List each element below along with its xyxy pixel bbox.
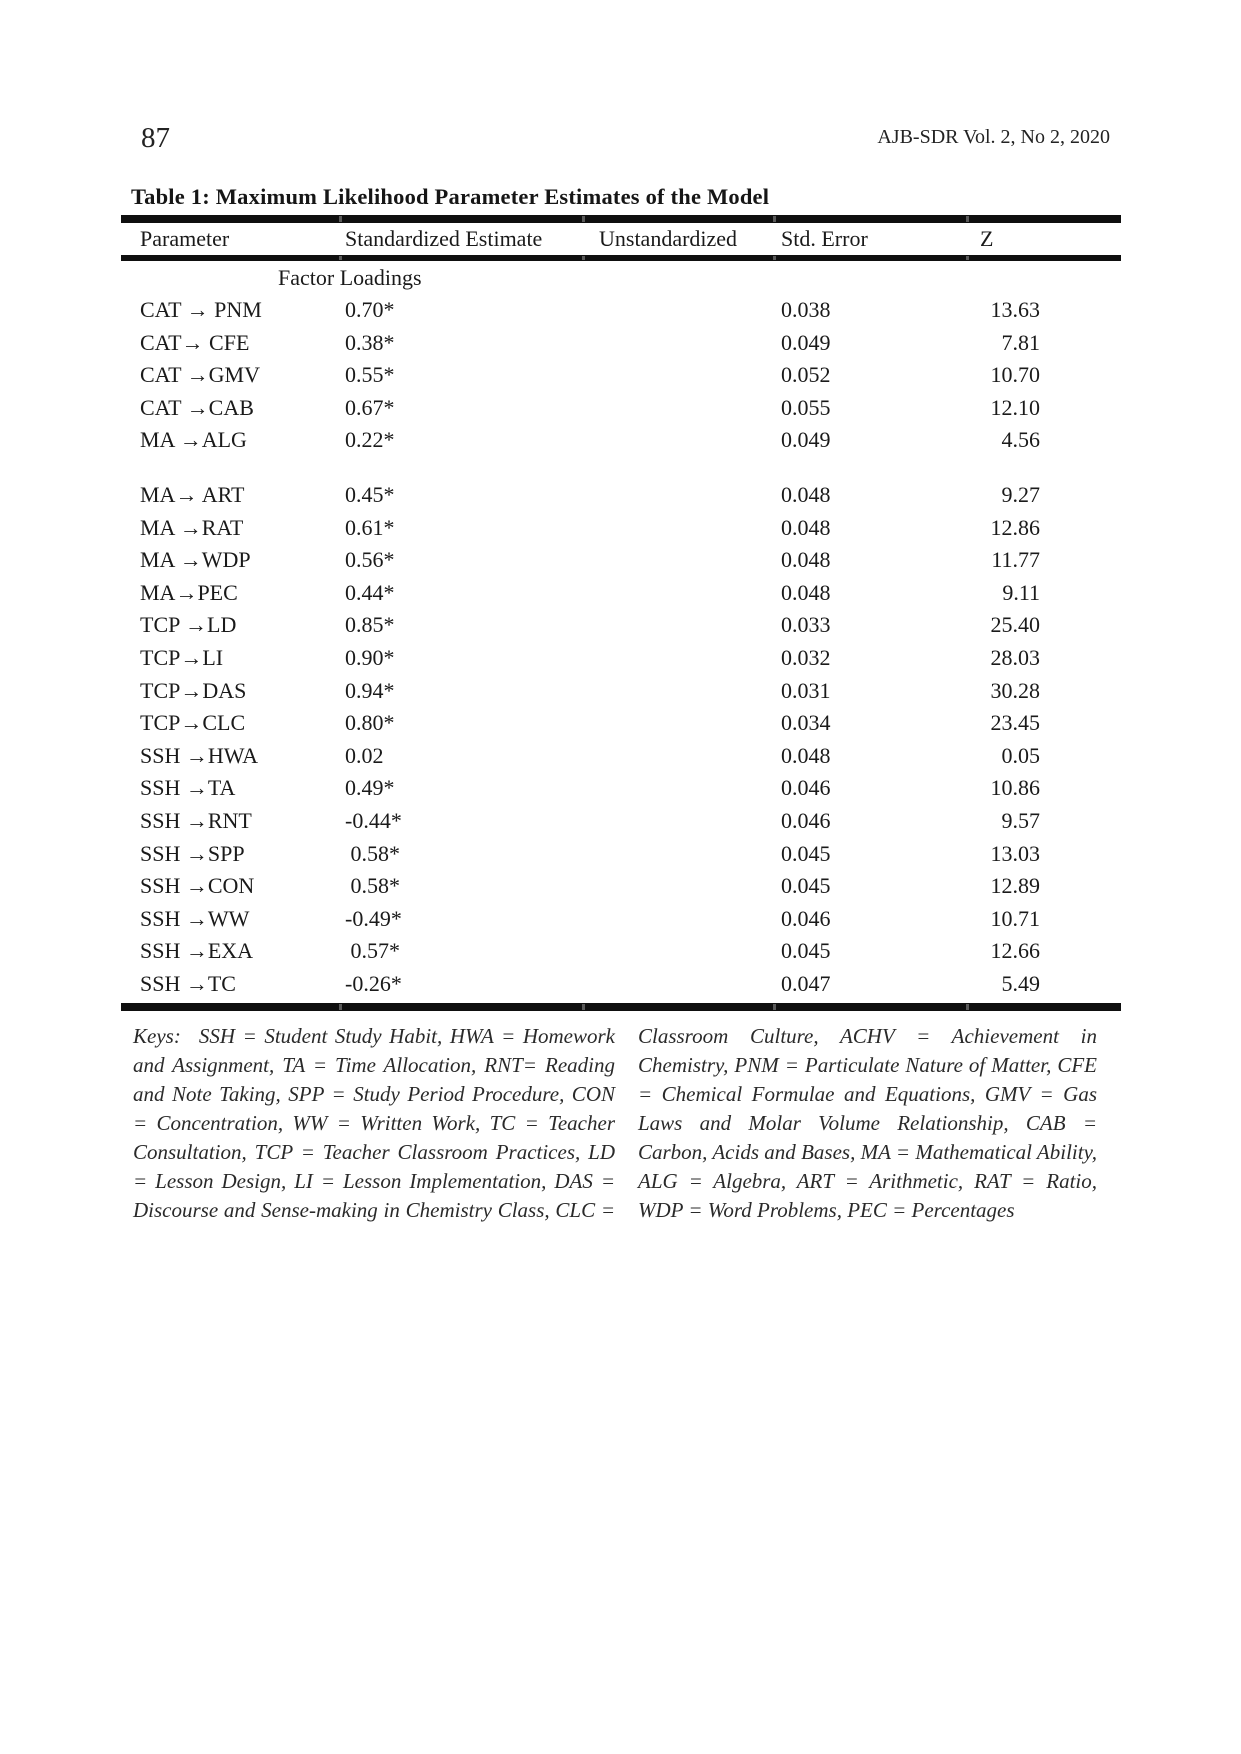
table-row [121,512,1121,545]
border-notch [339,1004,342,1010]
table-title: Table 1: Maximum Likelihood Parameter Estimates of the Model [131,184,770,209]
parameter-cell: TCP→LI [140,644,224,670]
page-number: 87 [141,122,170,154]
table-row [121,642,1121,675]
table-row [121,707,1121,740]
table-body [121,261,1121,1003]
table-row [121,294,1121,327]
table-row [121,327,1121,360]
z-cell: 13.03 [990,840,1040,866]
table-header-row [121,223,1121,255]
z-cell: 9.27 [1001,481,1040,507]
parameter-cell: CAT → PNM [140,297,262,322]
border-notch [582,216,585,222]
border-notch [339,216,342,222]
std-error-cell: 0.045 [781,840,831,866]
parameter-cell: SSH →RNT [140,807,252,833]
column-header-standardized: Standardized Estimate [345,226,543,251]
z-cell: 4.56 [1001,427,1040,453]
table-row [121,609,1121,642]
z-cell: 7.81 [1001,329,1040,355]
standardized-estimate-cell: 0.90* [345,644,395,670]
standardized-estimate-cell: 0.94* [345,677,395,703]
border-notch [339,256,342,260]
journal-reference: AJB-SDR Vol. 2, No 2, 2020 [877,126,1110,148]
std-error-cell: 0.045 [781,938,831,964]
table-row [121,903,1121,936]
parameter-cell: SSH →SPP [140,840,245,866]
parameter-cell: CAT →GMV [140,362,261,388]
std-error-cell: 0.038 [781,297,831,322]
parameter-cell: SSH →EXA [140,938,254,964]
std-error-cell: 0.048 [781,742,831,768]
standardized-estimate-cell: 0.85* [345,612,395,638]
parameter-cell: MA →WDP [140,547,251,573]
table-row [121,838,1121,871]
parameter-cell: MA→ ART [140,481,245,507]
z-cell: 30.28 [990,677,1040,703]
standardized-estimate-cell: 0.38* [345,329,395,355]
section-label: Factor Loadings [278,265,422,290]
z-cell: 12.86 [990,514,1040,540]
std-error-cell: 0.047 [781,970,831,996]
z-cell: 12.89 [990,873,1040,899]
std-error-cell: 0.055 [781,394,831,420]
keys-label: Keys: [133,1024,181,1048]
border-notch [582,256,585,260]
table-row [121,870,1121,903]
standardized-estimate-cell: 0.55* [345,362,395,388]
column-header-unstandardized: Unstandardized [599,226,738,251]
border-notch [966,256,969,260]
column-header-parameter: Parameter [140,226,230,251]
table-row-spacer [121,457,1121,479]
standardized-estimate-cell: 0.58* [345,840,400,866]
z-cell: 25.40 [990,612,1040,638]
parameter-cell: CAT→ CFE [140,329,250,355]
table-row [121,359,1121,392]
parameter-cell: SSH →TA [140,775,236,801]
parameter-cell: SSH →TC [140,970,236,996]
parameter-cell: MA →ALG [140,427,247,453]
table-row [121,424,1121,457]
standardized-estimate-cell: 0.67* [345,394,395,420]
std-error-cell: 0.048 [781,579,831,605]
z-cell: 5.49 [1001,970,1040,996]
column-header-z: Z [980,226,994,251]
border-notch [773,1004,776,1010]
table-row [121,805,1121,838]
table-row [121,577,1121,610]
parameter-cell: TCP→DAS [140,677,247,703]
border-notch [582,1004,585,1010]
std-error-cell: 0.048 [781,481,831,507]
table-row [121,392,1121,425]
parameter-cell: MA →RAT [140,514,244,540]
table-row [121,544,1121,577]
z-cell: 28.03 [990,644,1040,670]
table-top-border [121,215,1121,223]
std-error-cell: 0.046 [781,807,831,833]
parameter-estimates-table [121,215,1121,1011]
standardized-estimate-cell: 0.80* [345,710,395,736]
std-error-cell: 0.045 [781,873,831,899]
section-row [121,261,1121,294]
std-error-cell: 0.049 [781,427,831,453]
std-error-cell: 0.031 [781,677,831,703]
table-row [121,935,1121,968]
parameter-cell: CAT →CAB [140,394,254,420]
standardized-estimate-cell: 0.57* [345,938,400,964]
table-row [121,479,1121,512]
column-header-std-error: Std. Error [781,226,868,251]
z-cell: 9.57 [1001,807,1040,833]
standardized-estimate-cell: -0.44* [345,807,402,833]
standardized-estimate-cell: 0.02 [345,742,384,768]
z-cell: 13.63 [990,297,1040,322]
standardized-estimate-cell: 0.44* [345,579,395,605]
table-row [121,740,1121,773]
table-row [121,772,1121,805]
table-row [121,968,1121,1001]
z-cell: 10.70 [990,362,1040,388]
keys-paragraph-left [133,1022,615,1225]
parameter-cell: TCP→CLC [140,710,246,736]
standardized-estimate-cell: 0.70* [345,297,395,322]
standardized-estimate-cell: 0.61* [345,514,395,540]
std-error-cell: 0.049 [781,329,831,355]
z-cell: 11.77 [991,547,1040,573]
z-cell: 23.45 [990,710,1040,736]
keys-left-text: SSH = Student Study Habit, HWA = Homework and Assignment, TA = Time Allocation, RNT= Reading and Note Taking, SPP = Study Period Procedure, CON = Concentration, WW = Written Work, TC = Teacher Consultation, TCP = Teacher Classroom Practices, LD = Lesson Design, LI = Lesson Implementation, DAS = Discourse and Sense-making in Chemistry Class, CLC = [133,1024,615,1222]
standardized-estimate-cell: 0.56* [345,547,395,573]
border-notch [966,1004,969,1010]
standardized-estimate-cell: -0.26* [345,970,402,996]
std-error-cell: 0.032 [781,644,831,670]
z-cell: 10.86 [990,775,1040,801]
z-cell: 0.05 [1001,742,1040,768]
std-error-cell: 0.052 [781,362,831,388]
std-error-cell: 0.048 [781,514,831,540]
z-cell: 10.71 [990,905,1040,931]
z-cell: 12.66 [990,938,1040,964]
z-cell: 9.11 [1002,579,1040,605]
standardized-estimate-cell: 0.45* [345,481,395,507]
parameter-cell: MA→PEC [140,579,238,605]
std-error-cell: 0.046 [781,775,831,801]
parameter-cell: SSH →WW [140,905,250,931]
border-notch [773,216,776,222]
std-error-cell: 0.048 [781,547,831,573]
parameter-cell: SSH →CON [140,873,255,899]
border-notch [966,216,969,222]
table-bottom-border [121,1003,1121,1011]
border-notch [773,256,776,260]
table-row [121,675,1121,708]
standardized-estimate-cell: 0.49* [345,775,395,801]
standardized-estimate-cell: 0.58* [345,873,400,899]
std-error-cell: 0.033 [781,612,831,638]
std-error-cell: 0.046 [781,905,831,931]
standardized-estimate-cell: 0.22* [345,427,395,453]
parameter-cell: SSH →HWA [140,742,258,768]
standardized-estimate-cell: -0.49* [345,905,402,931]
z-cell: 12.10 [990,394,1040,420]
keys-paragraph-right: Classroom Culture, ACHV = Achievement in Chemistry, PNM = Particulate Nature of Matter, CFE = Chemical Formulae and Equations, GMV = Gas Laws and Molar Volume Relationship, CAB = Carbon, Acids and Bases, MA = Mathematical Ability, ALG = Algebra, ART = Arithmetic, RAT = Ratio, WDP = Word Problems, PEC = Percentages [638,1024,1097,1222]
parameter-cell: TCP →LD [140,612,237,638]
std-error-cell: 0.034 [781,710,831,736]
